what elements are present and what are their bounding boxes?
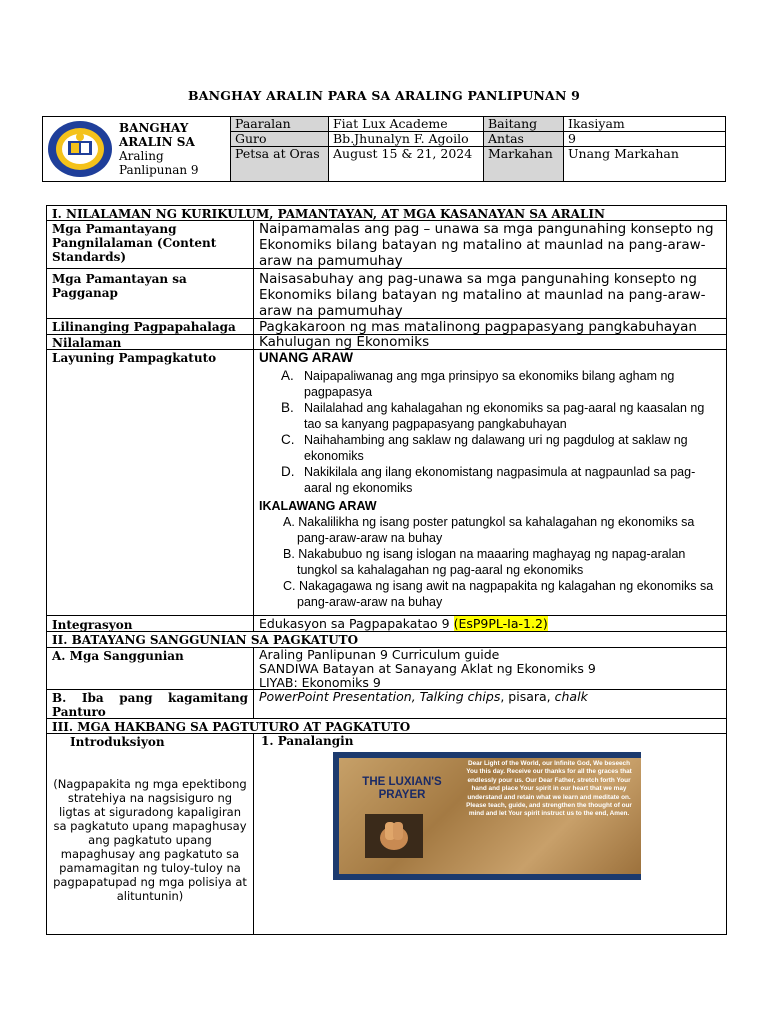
label-baitang: Baitang bbox=[484, 117, 564, 132]
prayer-image bbox=[333, 752, 641, 880]
day1-heading: UNANG ARAW bbox=[259, 350, 353, 365]
references-row bbox=[47, 648, 726, 690]
content-label: Nilalaman bbox=[47, 335, 254, 349]
value-guro: Bb.Jhunalyn F. Agoilo bbox=[329, 132, 484, 147]
introduction-label: Introduksiyon bbox=[70, 735, 165, 749]
values-value: Pagkakaroon ng mas matalinong pagpapasyang pangkabuhayan bbox=[259, 319, 697, 335]
content-row bbox=[47, 335, 726, 350]
materials-value: PowerPoint Presentation, Talking chips, pisara, chalk bbox=[259, 689, 588, 704]
day2-heading: IKALAWANG ARAW bbox=[259, 499, 377, 513]
materials-label: B. Iba pang kagamitang Panturo bbox=[47, 690, 254, 718]
value-markahan: Unang Markahan bbox=[568, 146, 679, 161]
objective-item: C. Naihahambing ang saklaw ng dalawang uri ng pagdulog at saklaw ng ekonomiks bbox=[281, 432, 688, 463]
materials-row bbox=[47, 690, 726, 719]
objective-item: B. Nailalahad ang kahalagahan ng ekonomiks sa pag-aaral ng kaasalan ng tao sa kanyang pagpapasyang pangkabuhayan bbox=[281, 400, 705, 431]
section-heading-1: I. NILALAMAN NG KURIKULUM, PAMANTAYAN, AT MGA KASANAYAN SA ARALIN bbox=[47, 206, 726, 221]
value-paaralan: Fiat Lux Academe bbox=[329, 117, 484, 132]
label-markahan: Markahan bbox=[484, 147, 564, 181]
objectives-content bbox=[254, 350, 726, 615]
introduction-cell bbox=[47, 734, 254, 934]
prayer-step: 1. Panalangin bbox=[261, 734, 354, 748]
objective-item: D. Nakikilala ang ilang ekonomistang nagpasimula at nagpaunlad sa pag-aaral ng ekonomiks bbox=[281, 464, 696, 495]
section-heading-2: II. BATAYANG SANGGUNIAN SA PAGKATUTO bbox=[47, 632, 726, 648]
prayer-text: Dear Light of the World, our Infinite God, We beseech You this day. Receive our thanks for all the graces that endlessly pour us. Our Dear Father, stretch forth Your hand and place Your spirit in our heart that we may understand and retain what we learn and meditate on. Please teach, guide, and strengthen the thought of our mind and let Your spirit instruct us to the end, Amen. bbox=[466, 760, 632, 818]
content-standards-label: Mga Pamantayang Pangnilalaman (Content Standards) bbox=[47, 221, 254, 268]
objectives-row bbox=[47, 350, 726, 616]
plan-label: BANGHAY ARALIN SA Araling Panlipunan 9 bbox=[119, 121, 199, 177]
integration-row bbox=[47, 616, 726, 632]
value-baitang: Ikasiyam bbox=[564, 117, 726, 132]
content-standards-row bbox=[47, 221, 726, 269]
prayer-title-line2: PRAYER bbox=[378, 789, 426, 801]
references-list: Araling Panlipunan 9 Curriculum guide SANDIWA Batayan at Sanayang Aklat ng Ekonomiks 9 LIYAB: Ekonomiks 9 bbox=[259, 647, 596, 690]
section-heading-3: III. MGA HAKBANG SA PAGTUTURO AT PAGKATUTO bbox=[47, 719, 726, 734]
document-title: BANGHAY ARALIN PARA SA ARALING PANLIPUNAN 9 bbox=[187, 88, 581, 103]
value-petsa: August 15 & 21, 2024 bbox=[329, 147, 484, 181]
label-petsa: Petsa at Oras bbox=[231, 147, 329, 181]
values-row bbox=[47, 319, 726, 335]
values-label: Lilinanging Pagpapahalaga bbox=[47, 319, 254, 334]
praying-hands-icon bbox=[365, 814, 423, 858]
integration-value: Edukasyon sa Pagpapakatao 9 (EsP9PL-Ia-1.2) bbox=[259, 616, 548, 631]
introduction-row bbox=[47, 734, 726, 934]
school-seal-icon bbox=[46, 119, 114, 179]
integration-label: Integrasyon bbox=[47, 616, 254, 631]
performance-standards-label: Mga Pamantayan sa Pagganap bbox=[47, 269, 254, 318]
label-guro: Guro bbox=[231, 132, 329, 147]
prayer-title-line1: THE LUXIAN'S bbox=[362, 776, 442, 788]
introduction-content bbox=[254, 734, 726, 934]
objective-item: A. Naipapaliwanag ang mga prinsipyo sa ekonomiks bilang agham ng pagpapasya bbox=[281, 368, 675, 399]
references-label: A. Mga Sanggunian bbox=[47, 648, 254, 689]
objective-item: A. Nakalilikha ng isang poster patungkol sa kahalagahan ng ekonomiks sa pang-araw-araw na buhay bbox=[283, 515, 695, 545]
content-standards-value: Naipamamalas ang pag – unawa sa mga pangunahing konsepto ng Ekonomiks bilang batayan ng matalino at maunlad na pang-araw-araw na pamumuhay bbox=[259, 221, 714, 269]
logo-cell bbox=[43, 117, 231, 181]
content-value: Kahulugan ng Ekonomiks bbox=[259, 334, 430, 350]
performance-standards-value: Naisasabuhay ang pag-unawa sa mga pangunahing konsepto ng Ekonomiks bilang batayan ng matalino at maunlad na pang-araw-araw na pamumuhay bbox=[259, 271, 706, 319]
objectives-label: Layuning Pampagkatuto bbox=[47, 350, 254, 615]
introduction-note: (Nagpapakita ng mga epektibong stratehiya na nagsisiguro ng ligtas at siguradong kapaligiran sa pagkatuto upang mapaghusay ang pagkatuto upang mapaghusay ang pagkatuto sa pamamagitan ng tuloy-tuloy na pagpapatupad ng mga polisiya at alituntunin) bbox=[53, 777, 247, 903]
header-table bbox=[42, 116, 726, 182]
objective-item: B. Nakabubuo ng isang islogan na maaaring maghayag ng napag-aralan tungkol sa kahalagahan ng pag-aaral ng ekonomiks bbox=[283, 547, 686, 577]
objective-item: C. Nakagagawa ng isang awit na nagpapakita ng kalagahan ng ekonomiks sa pang-araw-araw na buhay bbox=[283, 579, 714, 609]
performance-standards-row bbox=[47, 269, 726, 319]
label-paaralan: Paaralan bbox=[231, 117, 329, 132]
value-antas: 9 bbox=[564, 132, 726, 147]
label-antas: Antas bbox=[484, 132, 564, 147]
lesson-plan-table bbox=[46, 205, 727, 935]
competency-code: (EsP9PL-Ia-1.2) bbox=[453, 616, 548, 631]
